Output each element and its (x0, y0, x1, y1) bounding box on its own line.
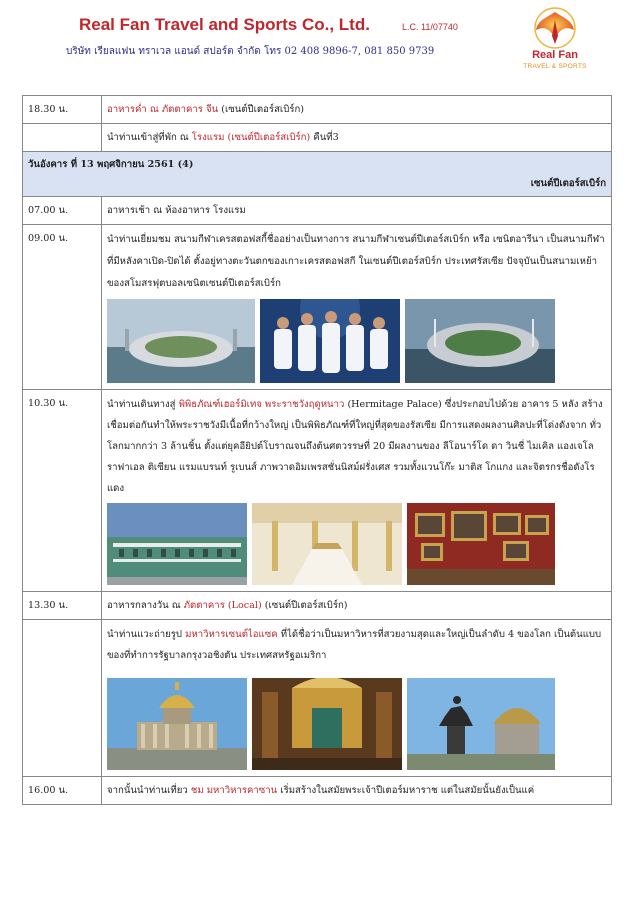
activity-cell (102, 592, 612, 620)
company-title: Real Fan Travel and Sports Co., Ltd. (79, 15, 370, 34)
activity-paragraph (107, 624, 606, 666)
nicholas-monument-photo (407, 678, 555, 770)
activity-text: นำท่านเดินทางสู่ (107, 399, 179, 410)
time-cell (23, 620, 102, 777)
table-row (23, 96, 612, 124)
activity-cell: อาหารเช้า ณ ห้องอาหาร โรงแรม (102, 197, 612, 225)
time-cell (23, 124, 102, 152)
activity-cell (102, 390, 612, 592)
activity-text: ที่ได้ชื่อว่าเป็นมหาวิหารที่สวยงามสุดและใหญ่เป็นลำดับ 4 ของโลก เป็นต้นแบบของที่ทำการรัฐบาลกรุงวอชิงตัน ประเทศสหรัฐอเมริกา (107, 629, 602, 661)
itinerary-table (22, 95, 612, 805)
day-header (23, 152, 612, 197)
table-row (23, 592, 612, 620)
stadium-night-photo (405, 299, 555, 383)
time-cell: 10.30 น. (23, 390, 102, 592)
cathedral-highlight: มหาวิหารเซนต์ไอแซค (185, 629, 278, 640)
time-cell: 09.00 น. (23, 225, 102, 390)
license-number: L.C. 11/07740 (402, 22, 458, 32)
table-row (23, 777, 612, 805)
activity-text: คืนที่3 (310, 132, 339, 143)
table-row (23, 197, 612, 225)
table-row (23, 390, 612, 592)
time-cell: 07.00 น. (23, 197, 102, 225)
phoenix-icon (516, 6, 594, 50)
museum-highlight: พิพิธภัณฑ์เฮอร์มิเทจ พระราชวังฤดูหนาว (178, 399, 345, 410)
day-title: วันอังคาร ที่ 13 พฤศจิกายน 2561 (4) (28, 159, 194, 170)
photo-strip (107, 299, 606, 383)
time-cell: 13.30 น. (23, 592, 102, 620)
photo-strip (107, 503, 606, 585)
activity-text: นำท่านเข้าสู่ที่พัก ณ (107, 132, 192, 143)
company-subtitle: บริษัท เรียลแฟน ทราเวล แอนด์ สปอร์ต จำกัด โทร 02 408 9896-7, 081 850 9739 (66, 46, 435, 57)
restaurant-highlight: ภัตตาคาร (Local) (183, 600, 262, 611)
hotel-highlight: โรงแรม (เซนต์ปีเตอร์สเบิร์ก) (191, 132, 311, 143)
activity-cell (102, 225, 612, 390)
activity-cell (102, 124, 612, 152)
activity-text: นำท่านเยี่ยมชม สนามกีฬาเครสตอฟสกี้ชื่ออย่างเป็นทางการ สนามกีฬาเซนต์ปีเตอร์สเบิร์ก หรือ เซนิตอารีนา เป็นสนามกีฬาที่มีหลังคาเปิด-ปิดได้ ตั้งอยู่ทางตะวันตกของเกาะเครสตอฟสกี ในเซนต์ปีเตอร์สบิร์ก ประเทศรัสเซีย ปัจจุบันเป็นสนามเหย้าของสโมสรฟุตบอลเซนิตเซนต์ปีเตอร์สเบิร์ก (107, 234, 605, 289)
table-row (23, 225, 612, 390)
activity-cell (102, 777, 612, 805)
activity-text: จากนั้นนำท่านเที่ยว (107, 785, 191, 796)
photo-strip (107, 678, 606, 770)
table-row (23, 620, 612, 777)
time-cell: 18.30 น. (23, 96, 102, 124)
logo-tagline: TRAVEL & SPORTS (523, 63, 587, 70)
activity-paragraph (107, 394, 606, 499)
cathedral-interior-photo (252, 678, 402, 770)
activity-text: อาหารกลางวัน ณ (107, 600, 184, 611)
activity-cell (102, 96, 612, 124)
logo-text: Real Fan (532, 49, 578, 61)
time-cell: 16.00 น. (23, 777, 102, 805)
winter-palace-photo (107, 503, 247, 585)
activity-text: นำท่านแวะถ่ายรูป (107, 629, 186, 640)
activity-cell (102, 620, 612, 777)
palace-staircase-photo (252, 503, 402, 585)
activity-text: เริ่มสร้างในสมัยพระเจ้าปีเตอร์มหาราช แต่ในสมัยนั้นยังเป็นแค่ (277, 785, 535, 796)
day-city: เซนต์ปีเตอร์สเบิร์ก (530, 178, 606, 189)
activity-text: (เซนต์ปีเตอร์สเบิร์ก) (261, 600, 348, 611)
table-row (23, 124, 612, 152)
art-gallery-photo (407, 503, 555, 585)
dinner-highlight: อาหารค่ำ ณ ภัตตาคาร จีน (107, 104, 219, 115)
team-players-photo (260, 299, 400, 383)
activity-text: (เซนต์ปีเตอร์สเบิร์ก) (218, 104, 305, 115)
stadium-aerial-photo (107, 299, 255, 383)
kazan-highlight: ชม มหาวิหารคาซาน (190, 785, 278, 796)
company-logo (516, 6, 594, 82)
st-isaac-cathedral-photo (107, 678, 247, 770)
day-header-row (23, 152, 612, 197)
activity-text: (Hermitage Palace) ซึ่งประกอบไปด้วย อาคาร 5 หลัง สร้างเชื่อมต่อกันทำให้พระราชวังมีเนื้อที่กว้างใหญ่ เป็นพิพิธภัณฑ์ที่ใหญ่ที่สุดของรัสเซีย มีการแสดงผลงานศิลปะที่โด่งดังจาก ทั่วโลกมากกว่า 3 ล้านชิ้น ตั้งแต่ยุคอียิปต์โบราณจนถึงต้นศตวรรษที่ 20 มีผลงานของ ลีโอนาร์โด ดา วินชี่ ไมเคิล แองเจโล ราฟาเอล ติเซียน แรมแบรนท์ รูเบนส์ ภาพวาดอิมเพรสชั่นนิสม์ฝรั่งเศส รวมทั้งแวนโก๊ะ มาติส โกแกง และจิตรกรชื่อดังโรแดง (107, 399, 603, 494)
